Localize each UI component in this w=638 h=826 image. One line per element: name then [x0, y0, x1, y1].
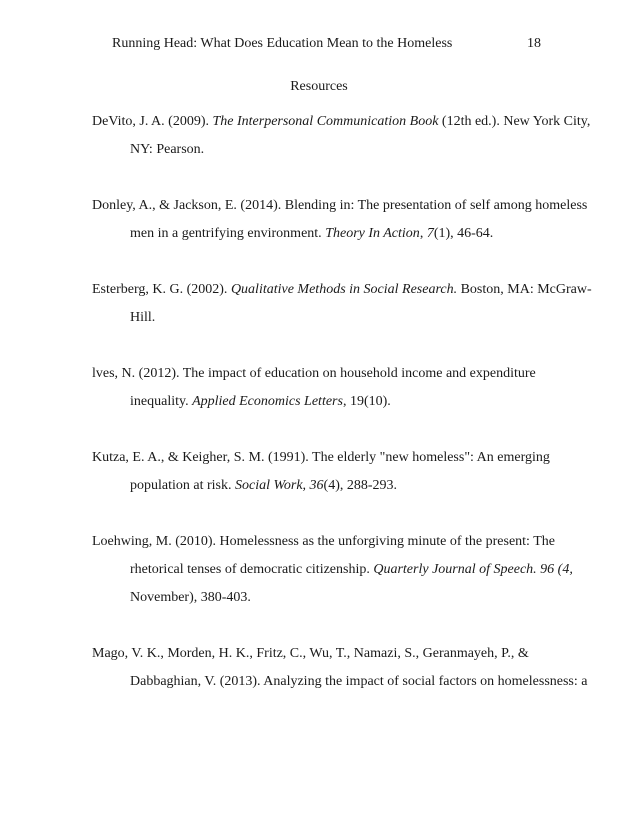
reference-entry	[92, 444, 552, 528]
reference-line	[92, 304, 552, 332]
reference-entry	[92, 276, 592, 360]
reference-text: Kutza, E. A., & Keigher, S. M. (1991). The elderly "new homeless": An emerging	[92, 450, 550, 465]
reference-text: (1), 46-64.	[433, 226, 494, 241]
reference-entry	[92, 108, 591, 192]
reference-list	[92, 108, 592, 724]
reference-line	[92, 276, 592, 304]
reference-line	[92, 388, 552, 416]
reference-line	[92, 668, 588, 696]
italic-text: Qualitative Methods in Social Research.	[230, 282, 458, 297]
reference-line	[92, 472, 552, 500]
reference-line	[92, 584, 552, 612]
reference-line	[92, 220, 552, 248]
page-number: 18	[527, 36, 541, 51]
reference-text: Hill.	[130, 310, 156, 325]
reference-text: Loehwing, M. (2010). Homelessness as the unforgiving minute of the present: The	[92, 534, 555, 549]
reference-text: November), 380-403.	[130, 590, 251, 605]
reference-entry	[92, 528, 573, 640]
reference-text: (4), 288-293.	[323, 478, 398, 493]
reference-text: Mago, V. K., Morden, H. K., Fritz, C., Wu, T., Namazi, S., Geranmayeh, P., &	[92, 646, 529, 661]
reference-text: (12th ed.). New York City,	[438, 114, 591, 129]
reference-line	[92, 444, 552, 472]
running-head: Running Head: What Does Education Mean to the Homeless	[112, 36, 453, 51]
italic-text: Social Work, 36	[235, 478, 324, 493]
reference-entry	[92, 640, 588, 724]
reference-text: ,	[419, 226, 427, 241]
reference-text: rhetorical tenses of democratic citizenship.	[130, 562, 374, 577]
reference-line	[92, 360, 552, 388]
reference-line	[92, 192, 588, 220]
reference-entry	[92, 192, 588, 276]
section-title: Resources	[290, 79, 348, 94]
reference-line	[92, 108, 591, 136]
reference-text: Donley, A., & Jackson, E. (2014). Blending in: The presentation of self among homeless	[92, 198, 588, 213]
reference-text: Dabbaghian, V. (2013). Analyzing the impact of social factors on homelessness: a	[130, 674, 588, 689]
reference-text: Boston, MA: McGraw-	[457, 282, 592, 297]
italic-text: Theory In Action	[325, 226, 420, 241]
italic-text: 7	[426, 226, 434, 241]
reference-text: Esterberg, K. G. (2002).	[92, 282, 231, 297]
italic-text: The Interpersonal Communication Book	[212, 114, 439, 129]
reference-text: inequality.	[130, 394, 193, 409]
reference-text: lves, N. (2012). The impact of education on household income and expenditure	[92, 366, 536, 381]
reference-line	[92, 136, 552, 164]
italic-text: Applied Economics Letters	[192, 394, 343, 409]
reference-entry	[92, 360, 552, 444]
reference-line	[92, 640, 552, 668]
reference-line	[92, 556, 573, 584]
reference-line	[92, 528, 555, 556]
reference-text: men in a gentrifying environment.	[130, 226, 326, 241]
reference-text: NY: Pearson.	[130, 142, 205, 157]
reference-text: DeVito, J. A. (2009).	[92, 114, 213, 129]
reference-text: population at risk.	[130, 478, 235, 493]
italic-text: Quarterly Journal of Speech. 96 (4,	[373, 562, 573, 577]
reference-text: , 19(10).	[342, 394, 391, 409]
